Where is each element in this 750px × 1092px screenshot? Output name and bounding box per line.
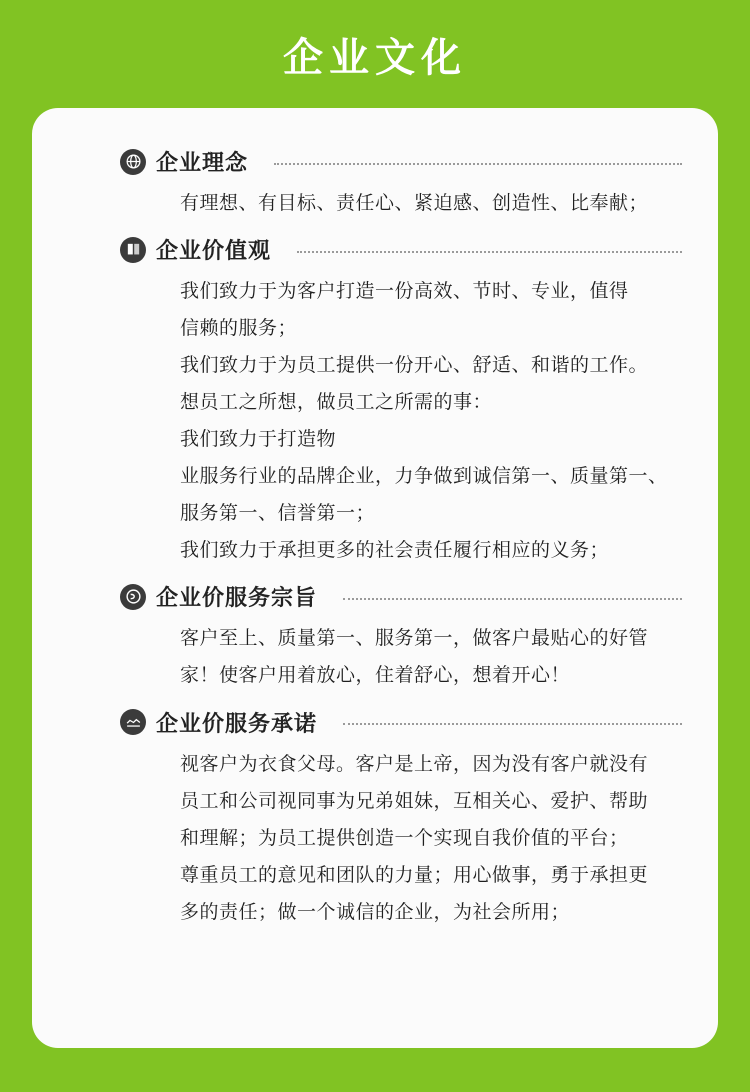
body-line: 有理想、有目标、责任心、紧迫感、创造性、比奉献； [180, 193, 649, 214]
section-title: 企业价服务宗旨 [156, 585, 318, 611]
page-title: 企业文化 [283, 36, 467, 80]
section-header [62, 581, 688, 612]
body-line: 业服务行业的品牌企业，力争做到诚信第一、质量第一、 [180, 466, 668, 488]
section-service-promise [62, 707, 688, 931]
body-line: 我们致力于承担更多的社会责任履行相应的义务； [180, 540, 610, 562]
body-line: 我们致力于为客户打造一份高效、节时、专业，值得 [180, 281, 629, 303]
dotted-rule [343, 598, 682, 600]
section-header [62, 707, 688, 738]
body-line: 家！使客户用着放心，住着舒心，想着开心！ [180, 665, 571, 687]
section-body [62, 273, 688, 569]
body-line: 员工和公司视同事为兄弟姐妹，互相关心、爱护、帮助 [180, 790, 649, 812]
content-card [32, 108, 718, 1048]
body-line: 视客户为衣食父母。客户是上帝，因为没有客户就没有 [180, 753, 649, 775]
section-header [62, 146, 688, 177]
section-title: 企业理念 [156, 150, 249, 175]
section-title: 企业价服务承诺 [156, 710, 318, 736]
section-service-purpose [62, 581, 688, 694]
handshake-icon [120, 709, 146, 735]
body-line: 客户至上、质量第一、服务第一，做客户最贴心的好管 [180, 628, 649, 650]
globe-icon [120, 149, 146, 175]
book-icon [120, 237, 146, 263]
section-body [62, 746, 688, 931]
body-line: 服务第一、信誉第一； [180, 503, 376, 525]
target-icon [120, 584, 146, 610]
dotted-rule [297, 251, 682, 253]
section-corporate-values [62, 234, 688, 569]
section-body [62, 620, 688, 694]
section-title: 企业价值观 [156, 238, 272, 264]
body-line: 尊重员工的意见和团队的力量；用心做事，勇于承担更 [180, 864, 649, 886]
body-line: 和理解；为员工提供创造一个实现自我价值的平台； [180, 827, 629, 849]
section-corporate-philosophy [62, 146, 688, 222]
body-line: 我们致力于为员工提供一份开心、舒适、和谐的工作。 [180, 355, 649, 377]
body-line: 想员工之所想，做员工之所需的事： [180, 392, 493, 414]
body-line: 我们致力于打造物 [180, 429, 337, 451]
dotted-rule [343, 723, 682, 725]
body-line: 信赖的服务； [180, 318, 298, 340]
section-body [62, 185, 688, 222]
body-line: 多的责任；做一个诚信的企业，为社会所用； [180, 901, 571, 923]
section-header [62, 234, 688, 265]
dotted-rule [274, 163, 682, 165]
